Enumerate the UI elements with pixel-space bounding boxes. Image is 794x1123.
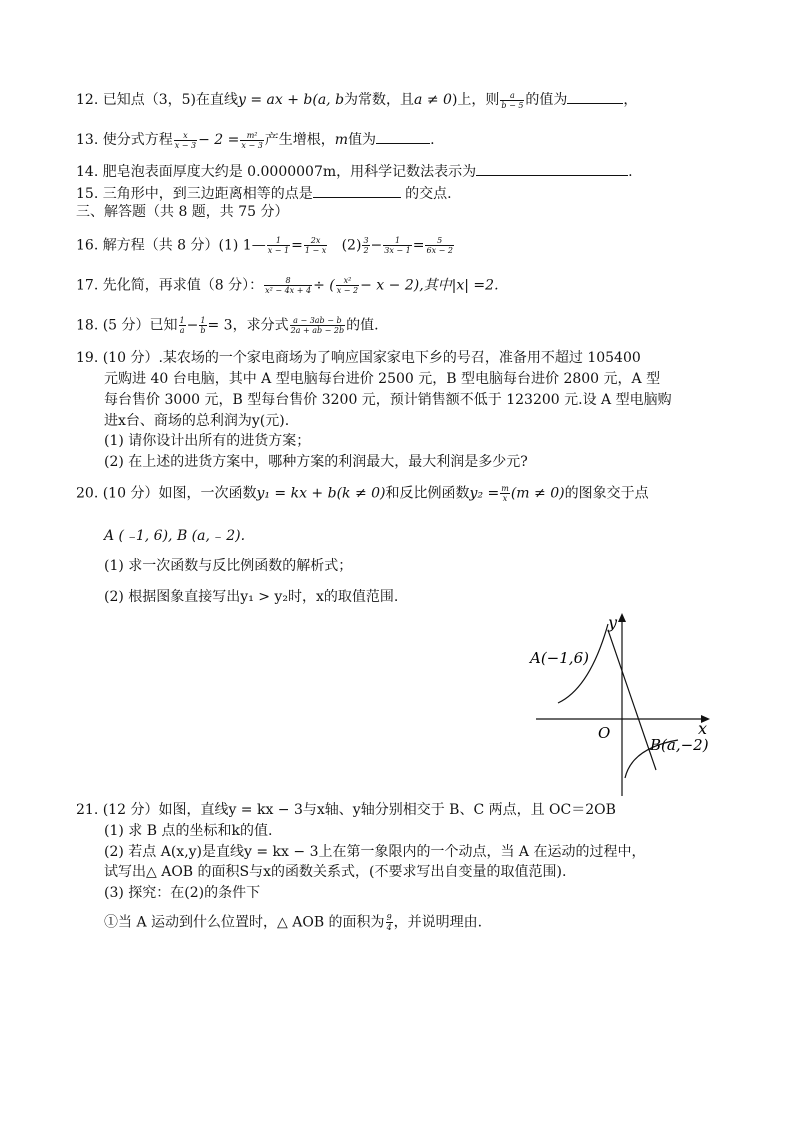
origin-label: O bbox=[598, 724, 611, 742]
question-20-points: A ( ₋1, 6), B (a, ₋ 2). bbox=[104, 528, 246, 544]
fraction: $\frac{1}{3x - 1}$ bbox=[384, 236, 411, 255]
fraction: $\frac{2x}{1 - x}$ bbox=[304, 236, 327, 255]
fraction: $\frac{1}{x - 1}$ bbox=[267, 236, 290, 255]
question-16: 16. 解方程（共 8 分）(1) 1— $\frac{1}{x - 1}$ = $\frac{2x}{1 - x}$ (2) $\frac{3}{2}$ − $\frac{1}{3x - 1}$ = $\frac{5}{6x - 2}$ bbox=[76, 236, 453, 255]
answer-blank bbox=[313, 183, 401, 198]
answer-blank bbox=[476, 161, 628, 176]
fraction: $\frac{a}{b - 5}$ bbox=[501, 90, 524, 110]
question-13: 13. 使分式方程 $\frac{x}{x - 3}$ − 2 = $\frac{\text{m²}}{x - 3}$ 产生增根，m值为 . bbox=[76, 130, 435, 150]
fraction: $\frac{a - 3ab - b}{2a + ab - 2b}$ bbox=[290, 316, 345, 335]
fraction: $\frac{\text{m²}}{x - 3}$ bbox=[241, 130, 263, 150]
fraction: $\frac{\text{x²}}{x - 2}$ bbox=[336, 276, 359, 295]
question-19-part-1: (1) 请你设计出所有的进货方案； bbox=[104, 433, 311, 449]
question-20: 20. (10 分）如图，一次函数y₁ = kx + b(k ≠ 0)和反比例函数y₂ = $\frac{m}{x}$ (m ≠ 0)的图象交于点 bbox=[76, 484, 649, 503]
section-heading: 三、解答题（共 8 题，共 75 分） bbox=[76, 204, 289, 220]
question-20-part-1: (1) 求一次函数与反比例函数的解析式； bbox=[104, 558, 353, 574]
question-21-part-1: (1) 求 B 点的坐标和k的值. bbox=[104, 823, 273, 839]
question-18: 18. (5 分）已知 $\frac{1}{a}$ − $\frac{1}{b}$ = 3，求分式 $\frac{a - 3ab - b}{2a + ab - 2b}$ 的值. bbox=[76, 316, 379, 335]
fraction: $\frac{3}{2}$ bbox=[363, 236, 369, 255]
question-19-part-2: (2) 在上述的进货方案中，哪种方案的利润最大，最大利润是多少元? bbox=[104, 454, 528, 470]
question-20-part-2: (2) 根据图象直接写出y₁ > y₂时，x的取值范围. bbox=[104, 589, 399, 605]
point-b-label: B(a,−2) bbox=[650, 736, 709, 754]
y-axis-arrow bbox=[618, 613, 626, 622]
question-17: 17. 先化简，再求值（8 分）： $\frac{8}{\text{x² − 4x + 4}}$ ÷ ( $\frac{\text{x²}}{x - 2}$ − x − 2),其中|x| =2. bbox=[76, 276, 499, 295]
function-graph bbox=[528, 608, 718, 798]
question-19-line-3: 每台售价 3000 元，B 型每台售价 3200 元，预计销售额不低于 123200 元.设 A 型电脑购 bbox=[104, 392, 672, 408]
question-21-part-2: (2) 若点 A(x,y)是直线y = kx − 3上在第一象限内的一个动点，当 A 在运动的过程中， bbox=[104, 844, 646, 860]
question-21-part-3: (3) 探究：在(2)的条件下 bbox=[104, 885, 261, 901]
question-15: 15. 三角形中，到三边距离相等的点是 的交点. bbox=[76, 183, 452, 203]
fraction: $\frac{1}{b}$ bbox=[200, 316, 206, 335]
fraction: $\frac{1}{a}$ bbox=[179, 316, 185, 335]
question-14: 14. 肥皂泡表面厚度大约是 0.0000007m，用科学记数法表示为 . bbox=[76, 161, 633, 181]
fraction: $\frac{x}{x - 3}$ bbox=[174, 130, 197, 150]
fraction: $\frac{5}{6x - 2}$ bbox=[426, 236, 453, 255]
fraction: $\frac{m}{x}$ bbox=[501, 484, 509, 503]
question-19-line-1: 19. (10 分）.某农场的一个家电商场为了响应国家家电下乡的号召，准备用不超过 105400 bbox=[76, 350, 641, 366]
question-21-part-3-1: ①当 A 运动到什么位置时，△ AOB 的面积为 $\frac{9}{4}$ ，并说明理由. bbox=[104, 913, 483, 932]
fraction: $\frac{8}{\text{x² − 4x + 4}}$ bbox=[265, 276, 312, 295]
question-21: 21. (12 分）如图，直线y = kx − 3与x轴、y轴分别相交于 B、C 两点，且 OC＝2OB bbox=[76, 802, 616, 818]
fraction: $\frac{9}{4}$ bbox=[386, 913, 392, 932]
linear-function-line bbox=[608, 630, 656, 770]
question-19-line-2: 元购进 40 台电脑，其中 A 型电脑每台进价 2500 元，B 型电脑每台进价 2800 元，A 型 bbox=[104, 371, 661, 387]
x-axis-label: x bbox=[698, 719, 708, 738]
question-12: 12. 已知点（3，5)在直线y = ax + b(a, b为常数，且a ≠ 0)上，则 $\frac{a}{b - 5}$ 的值为 ， bbox=[76, 90, 638, 110]
question-19-line-4: 进x台、商场的总利润为y(元). bbox=[104, 413, 290, 429]
answer-blank bbox=[376, 129, 430, 144]
point-a-label: A(−1,6) bbox=[530, 649, 589, 667]
answer-blank bbox=[567, 89, 623, 104]
question-21-part-2b: 试写出△ AOB 的面积S与x的函数关系式，(不要求写出自变量的取值范围). bbox=[104, 864, 567, 880]
y-axis-label: y bbox=[608, 613, 618, 632]
